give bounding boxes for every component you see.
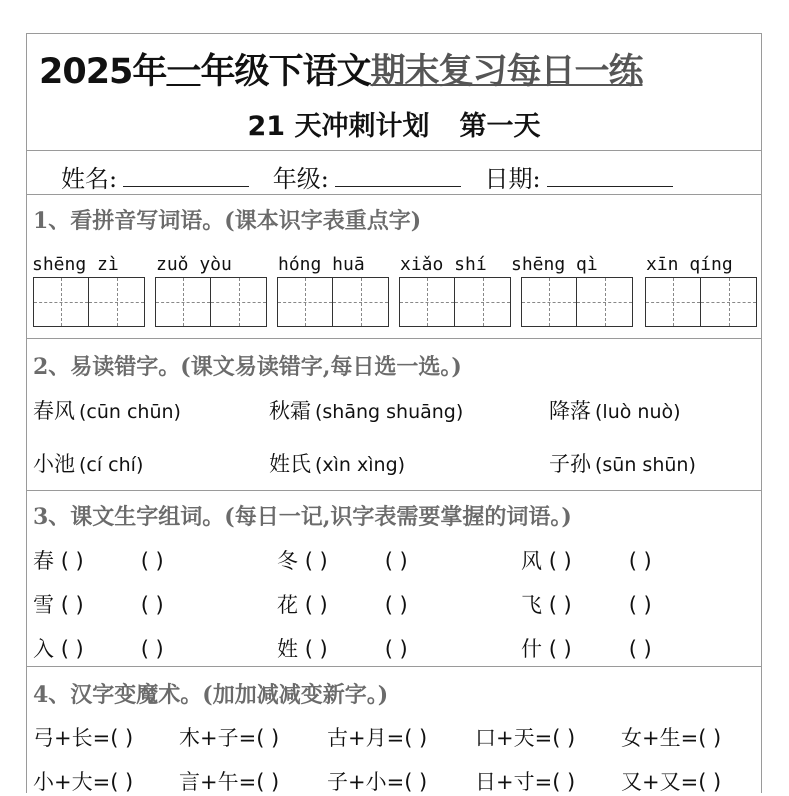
answer-blank[interactable]: ( ) [304, 549, 328, 573]
char: 什 [521, 637, 542, 661]
char: 风 [521, 549, 542, 573]
word-build-item[interactable] [277, 545, 465, 575]
writing-box-pair[interactable] [645, 277, 757, 329]
word-build-item[interactable] [33, 545, 221, 575]
word-build-item[interactable] [33, 633, 221, 663]
answer-blank[interactable]: ( ) [628, 549, 652, 573]
section2-title: 2、易读错字。(课文易读错字,每日选一选。) [33, 354, 462, 380]
char-math-item[interactable]: 女+生=( ) [621, 726, 722, 750]
char-math-item[interactable]: 言+午=( ) [179, 770, 280, 794]
writing-box-pair[interactable] [277, 277, 389, 329]
subtitle-day: 第一天 [459, 111, 541, 142]
word-build-item[interactable] [277, 633, 465, 663]
char: 飞 [521, 593, 542, 617]
page-subtitle [27, 104, 761, 143]
page-title [39, 44, 642, 94]
writing-cell[interactable] [645, 277, 701, 327]
char: 冬 [277, 549, 298, 573]
answer-blank[interactable]: ( ) [60, 593, 84, 617]
section3-title: 3、课文生字组词。(每日一记,识字表需要掌握的词语。) [33, 504, 572, 530]
title-year: 2025年 [39, 52, 167, 92]
misread-item[interactable] [33, 395, 181, 425]
answer-blank[interactable]: ( ) [548, 637, 572, 661]
writing-cell[interactable] [211, 277, 267, 327]
pinyin-item: xīn qíng [646, 254, 733, 275]
writing-cell[interactable] [577, 277, 633, 327]
char-math-item[interactable]: 木+子=( ) [179, 726, 280, 750]
word-build-item[interactable] [33, 589, 221, 619]
misread-word: 小池 [33, 452, 75, 476]
answer-blank[interactable]: ( ) [548, 549, 572, 573]
char: 春 [33, 549, 54, 573]
answer-blank[interactable]: ( ) [384, 593, 408, 617]
char-math-item[interactable]: 弓+长=( ) [33, 726, 134, 750]
answer-blank[interactable]: ( ) [140, 637, 164, 661]
pinyin-item: hóng huā [278, 254, 365, 275]
answer-blank[interactable]: ( ) [628, 637, 652, 661]
char-math-item[interactable]: 子+小=( ) [327, 770, 428, 794]
misread-item[interactable] [33, 448, 143, 478]
section1-title: 1、看拼音写词语。(课本识字表重点字) [33, 208, 422, 234]
misread-item[interactable] [269, 395, 463, 425]
misread-item[interactable] [549, 395, 681, 425]
answer-blank[interactable]: ( ) [140, 593, 164, 617]
name-label: 姓名: [61, 165, 118, 193]
writing-cell[interactable] [333, 277, 389, 327]
answer-blank[interactable]: ( ) [384, 637, 408, 661]
header-section [27, 34, 761, 151]
misread-options: (xìn xìng) [315, 454, 406, 476]
date-label: 日期: [484, 165, 541, 193]
grade-label: 年级: [272, 165, 329, 193]
char: 花 [277, 593, 298, 617]
writing-box-pair[interactable] [155, 277, 267, 329]
writing-cell[interactable] [455, 277, 511, 327]
misread-options: (luò nuò) [595, 401, 681, 423]
student-info [61, 159, 689, 194]
answer-blank[interactable]: ( ) [548, 593, 572, 617]
misread-options: (cí chí) [79, 454, 144, 476]
misread-options: (sūn shūn) [595, 454, 696, 476]
char-math-item[interactable]: 又+又=( ) [621, 770, 722, 794]
misread-item[interactable] [549, 448, 696, 478]
writing-cell[interactable] [701, 277, 757, 327]
writing-cell[interactable] [33, 277, 89, 327]
word-build-item[interactable] [521, 589, 709, 619]
answer-blank[interactable]: ( ) [628, 593, 652, 617]
writing-box-pair[interactable] [399, 277, 511, 329]
misread-word: 降落 [549, 399, 591, 423]
word-build-item[interactable] [521, 633, 709, 663]
word-build-item[interactable] [277, 589, 465, 619]
char-math-item[interactable]: 日+寸=( ) [475, 770, 576, 794]
char-math-item[interactable]: 古+月=( ) [327, 726, 428, 750]
pinyin-item: xiǎo shí [400, 254, 487, 275]
title-subject: 年级下语文 [200, 52, 371, 92]
answer-blank[interactable]: ( ) [304, 593, 328, 617]
subtitle-plan: 21 天冲刺计划 [247, 111, 430, 142]
char: 姓 [277, 637, 298, 661]
answer-blank[interactable]: ( ) [60, 637, 84, 661]
misread-word: 春风 [33, 399, 75, 423]
char: 入 [33, 637, 54, 661]
name-field[interactable] [123, 164, 249, 187]
section4-title: 4、汉字变魔术。(加加减减变新字。) [33, 682, 389, 708]
writing-box-pair[interactable] [33, 277, 145, 329]
pinyin-item: zuǒ yòu [156, 254, 232, 275]
answer-blank[interactable]: ( ) [384, 549, 408, 573]
grade-field[interactable] [335, 164, 461, 187]
writing-cell[interactable] [155, 277, 211, 327]
answer-blank[interactable]: ( ) [140, 549, 164, 573]
pinyin-item: shēng zì [32, 254, 119, 275]
misread-word: 姓氏 [269, 452, 311, 476]
char-math-item[interactable]: 口+天=( ) [475, 726, 576, 750]
date-field[interactable] [547, 164, 673, 187]
writing-box-pair[interactable] [521, 277, 633, 329]
misread-word: 秋霜 [269, 399, 311, 423]
answer-blank[interactable]: ( ) [60, 549, 84, 573]
misread-options: (cūn chūn) [79, 401, 181, 423]
pinyin-item: shēng qì [511, 254, 598, 275]
char-math-item[interactable]: 小+大=( ) [33, 770, 134, 794]
word-build-item[interactable] [521, 545, 709, 575]
char: 雪 [33, 593, 54, 617]
misread-item[interactable] [269, 448, 405, 478]
worksheet [26, 33, 762, 793]
misread-word: 子孙 [549, 452, 591, 476]
writing-cell[interactable] [89, 277, 145, 327]
answer-blank[interactable]: ( ) [304, 637, 328, 661]
writing-cell[interactable] [521, 277, 577, 327]
writing-cell[interactable] [277, 277, 333, 327]
misread-options: (shāng shuāng) [315, 401, 464, 423]
title-grade-number: 一 [166, 52, 201, 92]
writing-cell[interactable] [399, 277, 455, 327]
title-practice: 期末复习每日一练 [370, 52, 643, 92]
